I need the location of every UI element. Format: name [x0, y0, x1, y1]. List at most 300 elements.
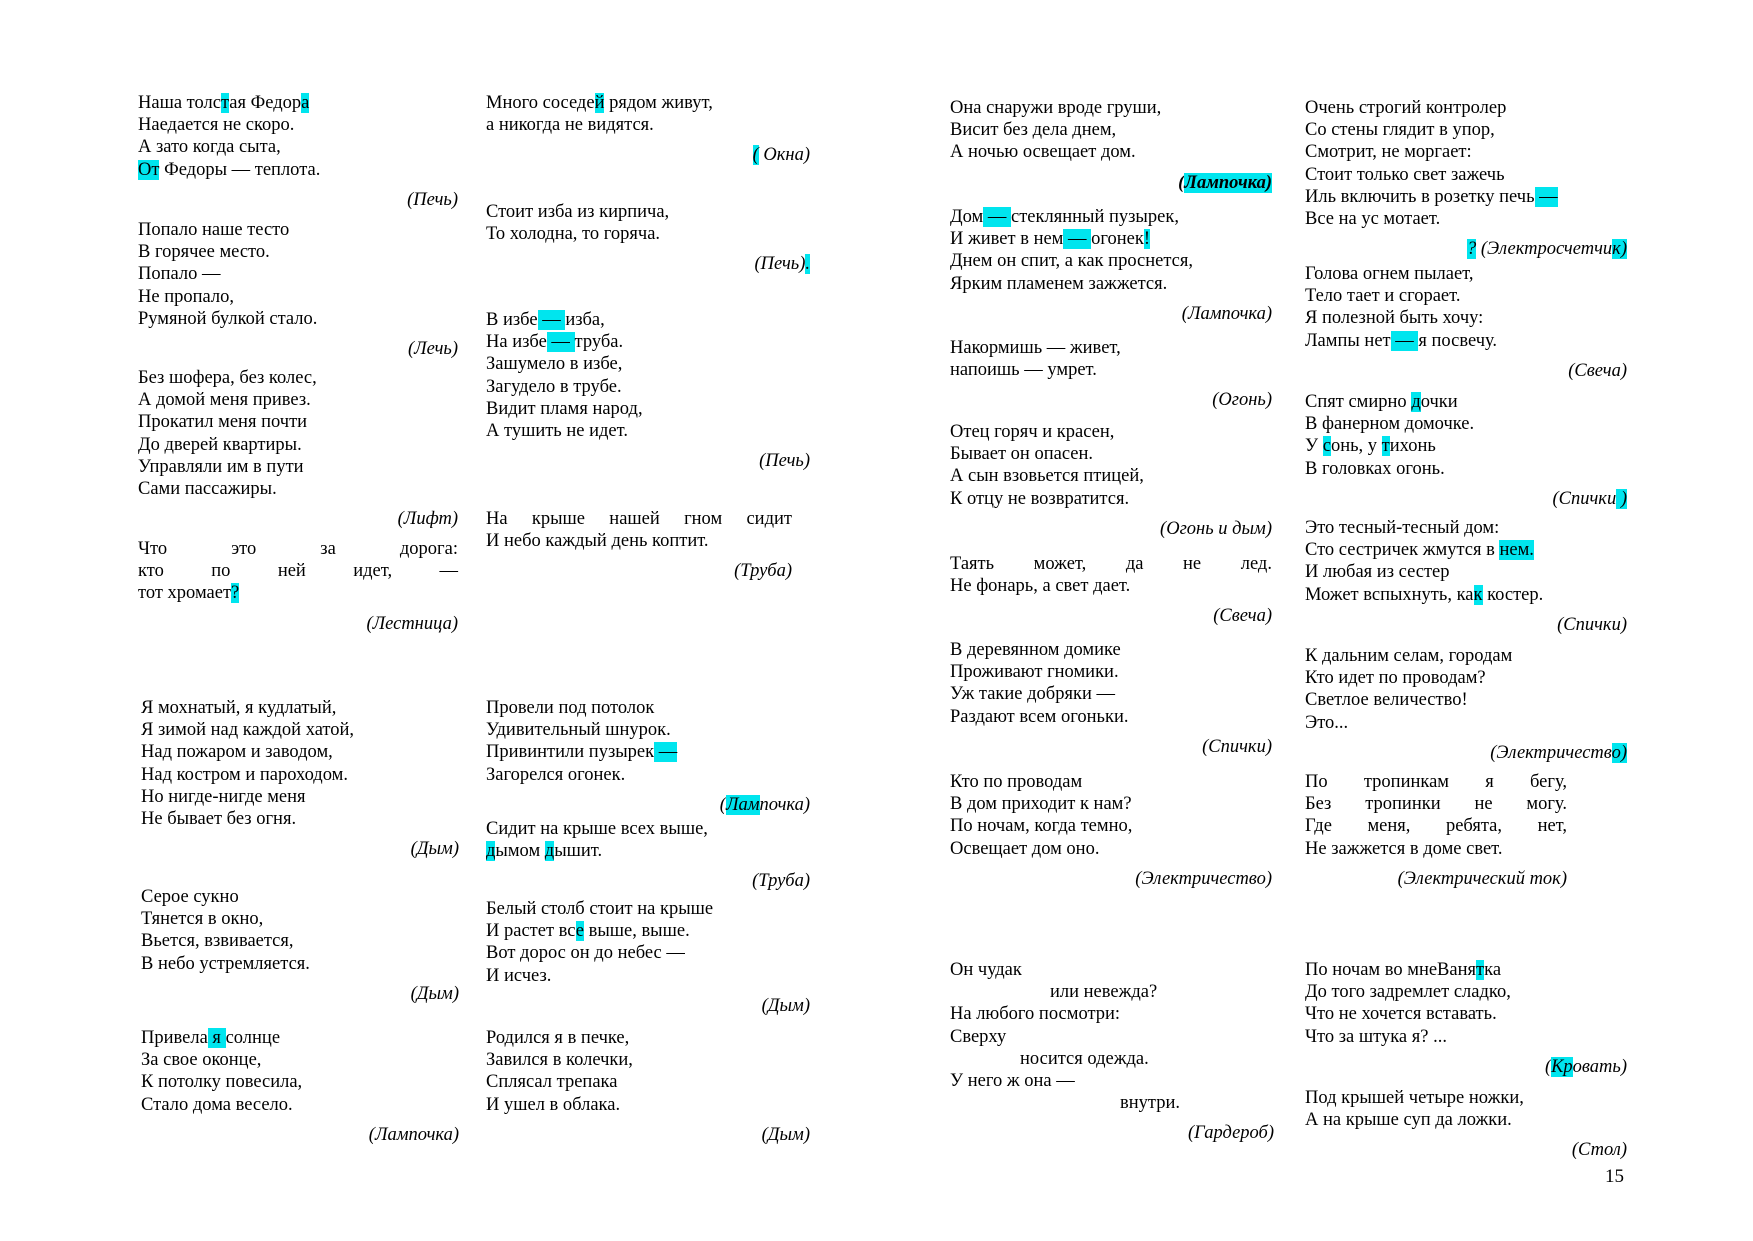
riddle-block: [950, 421, 1272, 540]
text-run: может,: [1033, 554, 1087, 574]
text-run: В головках огонь.: [1305, 458, 1445, 479]
text-run: Видит пламя народ,: [486, 398, 643, 419]
text-run: Он чудак: [950, 960, 1022, 980]
riddle-line: [950, 119, 1272, 141]
text-run: Бывает он опасен.: [950, 444, 1093, 465]
riddle-block: [141, 697, 459, 860]
riddle-block: [486, 92, 810, 167]
riddle-answer: [486, 995, 810, 1017]
text-run: ая Федор: [229, 93, 302, 113]
riddle-line: [486, 965, 810, 987]
text-run: выше, выше.: [583, 921, 690, 942]
riddle-line: [1305, 1026, 1627, 1048]
highlighted-text: —: [537, 310, 566, 330]
text-run: К отцу не возвратится.: [950, 488, 1130, 509]
riddle-line: [486, 201, 810, 223]
riddle-answer: [950, 736, 1272, 758]
text-run: Не зажжется в доме свет.: [1305, 838, 1503, 859]
riddle-line: [486, 697, 810, 719]
riddle-answer: [950, 303, 1272, 325]
text-run: Серое сукно: [141, 887, 239, 907]
riddle-block: [141, 1027, 459, 1146]
text-run: На: [486, 509, 508, 529]
text-run: (Дым): [761, 1124, 810, 1145]
riddle-answer: [486, 794, 810, 816]
riddle-line: [950, 981, 1274, 1003]
riddle-line: [950, 465, 1272, 487]
riddle-line: [950, 250, 1272, 272]
riddle-line: [950, 793, 1272, 815]
text-run: Отец горяч и красен,: [950, 422, 1115, 442]
text-run: стеклянный пузырек,: [1010, 207, 1179, 227]
riddle-block: [486, 1027, 810, 1146]
text-run: Она снаружи вроде груши,: [950, 98, 1162, 118]
text-run: Проживают гномики.: [950, 662, 1119, 683]
text-run: Над пожаром и заводом,: [141, 742, 333, 763]
riddle-line: [486, 719, 810, 741]
text-run: гном: [684, 509, 723, 529]
riddle-line: [1305, 330, 1627, 352]
text-run: Попало —: [138, 264, 221, 285]
text-run: Но нигде-нигде меня: [141, 786, 306, 807]
text-run: изба,: [565, 310, 605, 330]
riddle-line: [138, 241, 458, 263]
text-run: И ушел в облака.: [486, 1094, 621, 1115]
text-run: (Печь): [754, 254, 806, 275]
text-run: (: [719, 794, 726, 815]
riddle-line: [141, 1049, 459, 1071]
text-run: (Спички): [1202, 736, 1272, 757]
text-run: Сплясал трепака: [486, 1072, 618, 1093]
text-run: Сверху: [950, 1026, 1007, 1047]
riddle-line: [138, 367, 458, 389]
text-run: нашей: [609, 509, 660, 529]
riddle-answer: [141, 838, 459, 860]
text-run: я посвечу.: [1418, 330, 1498, 351]
riddle-line: [1305, 645, 1627, 667]
riddle-block: [950, 771, 1272, 890]
riddle-line: [138, 114, 458, 136]
text-run: —: [439, 561, 458, 582]
riddle-line: [138, 219, 458, 241]
highlighted-text: д: [486, 841, 496, 862]
text-run: Удивительный шнурок.: [486, 720, 671, 741]
riddle-block: [141, 886, 459, 1005]
text-run: Ярким пламенем зажжется.: [950, 273, 1168, 294]
highlighted-text: (: [752, 145, 759, 166]
riddle-line: [486, 420, 810, 442]
text-run: И исчез.: [486, 965, 552, 986]
riddle-line: [950, 706, 1272, 728]
highlighted-text: нем.: [1499, 540, 1534, 561]
riddle-line: [950, 1092, 1274, 1114]
text-run: Я полезной быть хочу:: [1305, 308, 1484, 329]
riddle-line: [950, 1048, 1274, 1070]
riddle-line: [950, 488, 1272, 510]
text-run: А домой меня привез.: [138, 390, 311, 411]
riddle-line: [1305, 793, 1567, 815]
riddle-line: [486, 114, 810, 136]
text-run: И живет в нем: [950, 229, 1064, 250]
riddle-line: [950, 639, 1272, 661]
text-run: Это тесный-тесный дом:: [1305, 518, 1500, 538]
riddle-block: [950, 97, 1272, 194]
text-run: До дверей квартиры.: [138, 434, 302, 455]
riddle-block: [138, 367, 458, 530]
text-run: овать): [1572, 1056, 1627, 1077]
text-run: Днем он спит, а как проснется,: [950, 251, 1194, 272]
highlighted-text: .: [805, 254, 810, 275]
text-run: Уж такие добряки —: [950, 684, 1115, 705]
riddle-block: [1305, 645, 1627, 764]
text-run: огонек: [1091, 229, 1144, 250]
riddle-line: [1305, 1003, 1627, 1025]
riddle-line: [950, 1003, 1274, 1025]
page-number: 15: [1605, 1166, 1624, 1187]
riddle-line: [950, 1026, 1274, 1048]
riddle-line: [950, 553, 1272, 575]
text-run: Много соседе: [486, 93, 595, 113]
riddle-block: [1305, 517, 1627, 636]
text-run: (Лечь): [407, 339, 458, 360]
text-run: По: [1305, 772, 1328, 792]
text-run: не: [1474, 794, 1493, 815]
riddle-line: [1305, 815, 1567, 837]
riddle-block: [486, 201, 810, 276]
text-run: За свое оконце,: [141, 1050, 262, 1071]
text-run: я: [1485, 772, 1494, 792]
highlighted-text: Лампочка): [1184, 172, 1272, 193]
text-run: нет,: [1537, 816, 1567, 837]
text-run: труба.: [574, 332, 624, 353]
riddle-line: [486, 92, 810, 114]
riddle-answer: [486, 450, 810, 472]
text-run: (: [1544, 1056, 1552, 1077]
text-run: В фанерном домочке.: [1305, 414, 1475, 435]
riddle-answer: [141, 983, 459, 1005]
text-run: То холодна, то горяча.: [486, 224, 661, 245]
riddle-line: [1305, 539, 1627, 561]
riddle-line: [1305, 838, 1567, 860]
text-run: Я зимой над каждой хатой,: [141, 720, 355, 741]
riddle-line: [950, 228, 1272, 250]
riddle-line: [138, 538, 458, 560]
riddle-line: [1305, 285, 1627, 307]
riddle-line: [141, 1027, 459, 1049]
riddle-line: [141, 930, 459, 952]
text-run: Я мохнатый, я кудлатый,: [141, 698, 337, 718]
highlighted-text: с: [1322, 436, 1331, 457]
riddle-line: [950, 683, 1272, 705]
text-run: Румяной булкой стало.: [138, 308, 318, 329]
text-run: В дом приходит к нам?: [950, 794, 1132, 815]
text-run: онь, у: [1330, 436, 1382, 457]
text-run: ымом: [495, 841, 545, 862]
text-run: (Стол): [1571, 1140, 1627, 1161]
text-run: Сто сестричек жмутся в: [1305, 540, 1500, 561]
riddle-block: [950, 206, 1272, 325]
text-run: кто: [138, 561, 164, 582]
riddle-line: [950, 359, 1272, 381]
text-run: В горячее место.: [138, 242, 270, 263]
highlighted-text: т: [1381, 436, 1390, 457]
text-run: а никогда не видятся.: [486, 115, 654, 136]
text-run: Не фонарь, а свет дает.: [950, 576, 1131, 597]
riddle-answer: [950, 1122, 1274, 1144]
riddle-answer: [486, 144, 810, 166]
highlighted-text: Лам: [725, 794, 760, 815]
text-run: солнце: [225, 1028, 281, 1048]
text-run: А зато когда сыта,: [138, 137, 281, 158]
riddle-answer: [486, 870, 810, 892]
riddle-line: [138, 478, 458, 500]
text-run: Прокатил меня почти: [138, 412, 308, 433]
riddle-line: [138, 159, 458, 181]
riddle-line: [138, 92, 458, 114]
text-run: (Свеча): [1213, 606, 1272, 627]
riddle-line: [950, 206, 1272, 228]
text-run: На избе: [486, 332, 547, 353]
riddle-line: [141, 1094, 459, 1116]
text-run: по: [211, 561, 231, 582]
riddle-block: [1305, 97, 1627, 260]
riddle-line: [141, 953, 459, 975]
text-run: К потолку повесила,: [141, 1072, 303, 1093]
text-run: ка: [1484, 960, 1502, 980]
text-run: Голова огнем пылает,: [1305, 264, 1474, 284]
text-run: Сидит на крыше всех выше,: [486, 819, 708, 839]
riddle-line: [1305, 186, 1627, 208]
riddle-answer: [486, 560, 792, 582]
riddle-line: [138, 411, 458, 433]
text-run: Не пропало,: [138, 286, 234, 307]
text-run: У него ж она —: [950, 1071, 1075, 1092]
riddle-block: [486, 309, 810, 472]
text-run: Завился в колечки,: [486, 1050, 633, 1071]
text-run: И любая из сестер: [1305, 562, 1450, 583]
riddle-line: [1305, 141, 1627, 163]
text-run: В небо устремляется.: [141, 953, 310, 974]
text-run: Попало наше тесто: [138, 220, 290, 240]
text-run: До того задремлет сладко,: [1305, 982, 1511, 1003]
highlighted-text: а: [301, 93, 310, 113]
riddle-line: [950, 575, 1272, 597]
text-run: очки: [1420, 392, 1458, 412]
riddle-line: [950, 421, 1272, 443]
riddle-line: [138, 456, 458, 478]
riddle-line: [486, 1071, 810, 1093]
highlighted-text: Кр: [1551, 1056, 1573, 1077]
highlighted-text: е: [575, 921, 584, 942]
riddle-line: [486, 331, 810, 353]
riddle-line: [1305, 164, 1627, 186]
riddle-line: [141, 741, 459, 763]
text-run: Спят смирно: [1305, 392, 1412, 412]
riddle-line: [486, 1027, 810, 1049]
text-run: Раздают всем огоньки.: [950, 706, 1129, 727]
text-run: Не бывает без огня.: [141, 809, 297, 830]
text-run: Наша толс: [138, 93, 221, 113]
text-run: Стало дома весело.: [141, 1094, 293, 1115]
text-run: сидит: [746, 509, 792, 529]
riddle-answer: [138, 189, 458, 211]
riddle-block: [1305, 771, 1567, 890]
text-run: ребята,: [1445, 816, 1503, 837]
text-run: лед.: [1240, 554, 1272, 574]
riddle-line: [1305, 1087, 1627, 1109]
text-run: бегу,: [1529, 772, 1567, 792]
text-run: (Электричество): [1135, 868, 1272, 889]
text-run: Кто по проводам: [950, 772, 1083, 792]
riddle-line: [486, 309, 810, 331]
riddle-block: [1305, 263, 1627, 382]
text-run: или невежда?: [1050, 982, 1158, 1003]
riddle-line: [950, 661, 1272, 683]
text-run: Привинтили пузырек: [486, 742, 655, 763]
text-run: Провели под потолок: [486, 698, 655, 718]
text-run: Сами пассажиры.: [138, 479, 277, 500]
riddle-line: [141, 908, 459, 930]
highlighted-text: к: [1473, 584, 1483, 605]
highlighted-text: я: [207, 1028, 226, 1048]
riddle-line: [138, 286, 458, 308]
riddle-answer: [141, 1124, 459, 1146]
text-run: Тело тает и сгорает.: [1305, 286, 1461, 307]
highlighted-text: —: [1063, 229, 1092, 250]
text-run: (Печь): [759, 451, 810, 472]
text-run: (Электрический ток): [1397, 868, 1567, 889]
text-run: Белый столб стоит на крыше: [486, 899, 714, 919]
highlighted-text: —: [654, 742, 678, 763]
riddle-line: [486, 508, 792, 530]
highlighted-text: —: [1534, 186, 1558, 207]
riddle-block: [1305, 391, 1627, 510]
text-run: Все на ус мотает.: [1305, 209, 1441, 230]
riddle-line: [138, 560, 458, 582]
riddle-line: [486, 530, 792, 552]
highlighted-text: ?: [231, 583, 240, 604]
text-run: Вьется, взвивается,: [141, 931, 294, 952]
text-run: (Лампочка): [368, 1124, 459, 1145]
text-run: Висит без дела днем,: [950, 120, 1117, 141]
riddle-line: [141, 764, 459, 786]
riddle-line: [950, 337, 1272, 359]
text-run: (Гардероб): [1188, 1123, 1274, 1144]
highlighted-text: —: [983, 207, 1011, 227]
text-run: (Свеча): [1568, 360, 1627, 381]
riddle-line: [1305, 517, 1627, 539]
text-run: Над костром и пароходом.: [141, 764, 348, 785]
riddle-line: [138, 389, 458, 411]
riddle-line: [486, 223, 810, 245]
highlighted-text: й: [594, 93, 605, 113]
highlighted-text: т: [1476, 960, 1485, 980]
text-run: А сын взовьется птицей,: [950, 466, 1144, 487]
text-run: костер.: [1482, 584, 1544, 605]
riddle-answer: [486, 253, 810, 275]
riddle-answer: [950, 605, 1272, 627]
text-run: Светлое величество!: [1305, 690, 1468, 711]
riddle-line: [1305, 413, 1627, 435]
riddle-line: [141, 786, 459, 808]
text-run: идет,: [353, 561, 393, 582]
text-run: Вот дорос он до небес —: [486, 943, 685, 964]
text-run: не: [1183, 554, 1202, 574]
riddle-line: [1305, 959, 1627, 981]
text-run: Кто идет по проводам?: [1305, 668, 1486, 689]
text-run: Без шофера, без колес,: [138, 368, 317, 388]
riddle-answer: [138, 338, 458, 360]
riddle-block: [486, 818, 810, 893]
text-run: внутри.: [1120, 1093, 1180, 1114]
highlighted-text: к): [1612, 239, 1627, 260]
riddle-block: [1305, 959, 1627, 1078]
riddle-answer: [1305, 1056, 1627, 1078]
riddle-line: [950, 1070, 1274, 1092]
riddle-block: [950, 959, 1274, 1145]
highlighted-text: о): [1611, 742, 1627, 763]
riddle-line: [138, 263, 458, 285]
riddle-answer: [1305, 360, 1627, 382]
text-run: дорога:: [399, 539, 458, 559]
text-run: А ночью освещает дом.: [950, 142, 1136, 163]
riddle-line: [950, 815, 1272, 837]
text-run: Смотрит, не моргает:: [1305, 142, 1472, 163]
text-run: рядом живут,: [604, 93, 713, 113]
riddle-line: [138, 582, 458, 604]
riddle-block: [486, 898, 810, 1017]
riddle-line: [486, 764, 810, 786]
text-run: К дальним селам, городам: [1305, 646, 1513, 666]
text-run: это: [231, 539, 257, 559]
text-run: Очень строгий контролер: [1305, 98, 1507, 118]
riddle-line: [1305, 97, 1627, 119]
text-run: Наедается не скоро.: [138, 115, 295, 136]
riddle-line: [141, 697, 459, 719]
riddle-line: [141, 1071, 459, 1093]
text-run: (Лампочка): [1181, 303, 1272, 324]
riddle-line: [486, 942, 810, 964]
text-run: Накормишь — живет,: [950, 338, 1121, 358]
text-run: (Дым): [410, 839, 459, 860]
riddle-answer: [1305, 614, 1627, 636]
highlighted-text: д: [1411, 392, 1421, 412]
text-run: Привела: [141, 1028, 208, 1048]
riddle-line: [486, 840, 810, 862]
riddle-line: [1305, 584, 1627, 606]
text-run: Федоры — теплота.: [159, 159, 321, 180]
riddle-line: [1305, 307, 1627, 329]
riddle-line: [1305, 1109, 1627, 1131]
riddle-line: [486, 1094, 810, 1116]
text-run: А тушить не идет.: [486, 421, 628, 442]
riddle-line: [1305, 771, 1567, 793]
text-run: Загорелся огонек.: [486, 764, 626, 785]
highlighted-text: ): [1616, 488, 1627, 509]
riddle-line: [486, 920, 810, 942]
text-run: тропинки: [1365, 794, 1441, 815]
text-run: за: [320, 539, 336, 559]
riddle-line: [1305, 119, 1627, 141]
text-run: Иль включить в розетку печь: [1305, 186, 1535, 207]
text-run: ышит.: [554, 841, 603, 862]
riddle-line: [141, 808, 459, 830]
text-run: (Печь): [407, 189, 458, 210]
riddle-line: [486, 353, 810, 375]
riddle-block: [138, 538, 458, 635]
riddle-line: [486, 398, 810, 420]
text-run: (Огонь и дым): [1160, 518, 1272, 539]
